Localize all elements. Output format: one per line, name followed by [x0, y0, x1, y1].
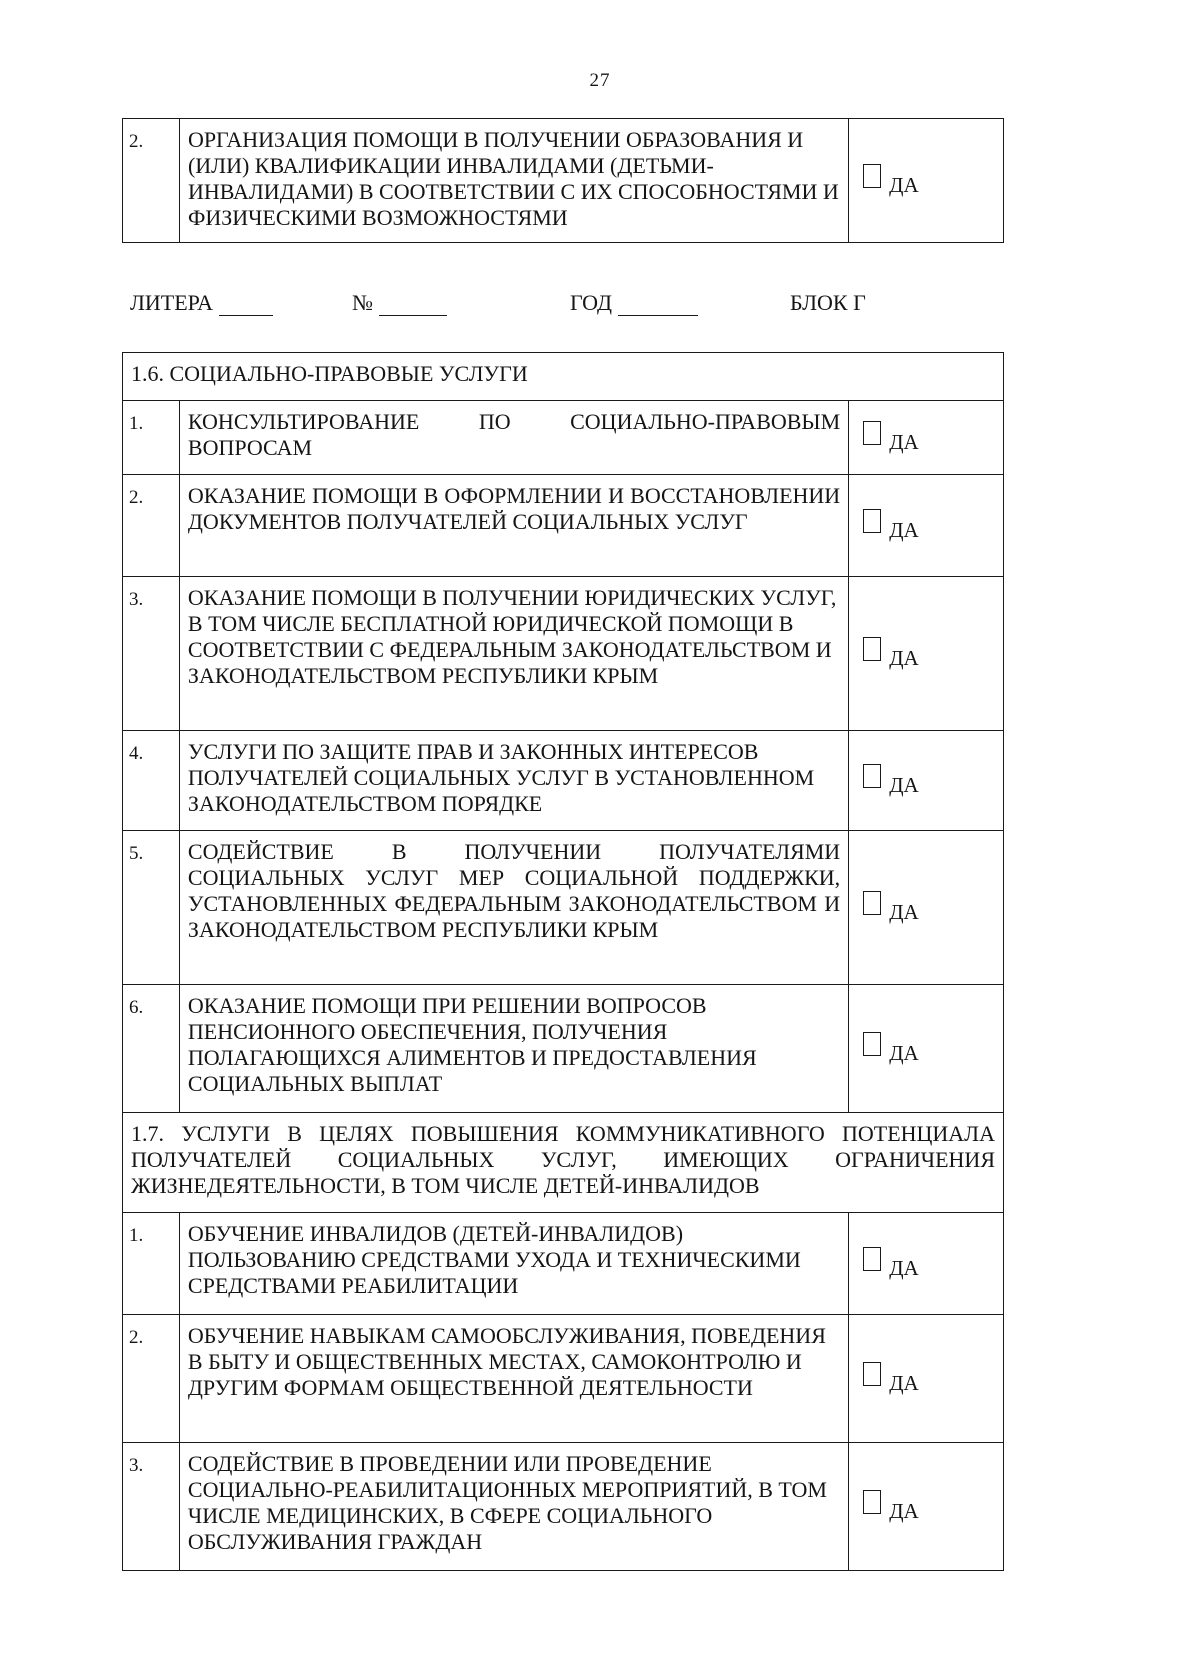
year-label: ГОД [570, 290, 612, 315]
section-header-row [123, 353, 1004, 401]
checkbox[interactable] [863, 164, 881, 188]
checkbox[interactable] [863, 1247, 881, 1271]
row-number: 2. [123, 1315, 180, 1443]
service-text: ОБУЧЕНИЕ НАВЫКАМ САМООБСЛУЖИВАНИЯ, ПОВЕДЕНИЯ В БЫТУ И ОБЩЕСТВЕННЫХ МЕСТАХ, САМОКОНТРОЛЮ И ДРУГИМ ФОРМАМ ОБЩЕСТВЕННОЙ ДЕЯТЕЛЬНОСТИ [179, 1315, 848, 1443]
service-text: СОДЕЙСТВИЕ В ПОЛУЧЕНИИ ПОЛУЧАТЕЛЯМИ СОЦИАЛЬНЫХ УСЛУГ МЕР СОЦИАЛЬНОЙ ПОДДЕРЖКИ, УСТАНОВЛЕННЫХ ФЕДЕРАЛЬНЫМ ЗАКОНОДАТЕЛЬСТВОМ И ЗАКОНОДАТЕЛЬСТВОМ РЕСПУБЛИКИ КРЫМ [179, 831, 848, 985]
checkbox-label: ДА [889, 1498, 919, 1523]
service-text: ОКАЗАНИЕ ПОМОЩИ В ОФОРМЛЕНИИ И ВОССТАНОВЛЕНИИ ДОКУМЕНТОВ ПОЛУЧАТЕЛЕЙ СОЦИАЛЬНЫХ УСЛУГ [179, 475, 848, 577]
page-number: 27 [589, 70, 611, 91]
table-row [123, 119, 1004, 243]
service-text: КОНСУЛЬТИРОВАНИЕ ПО СОЦИАЛЬНО-ПРАВОВЫМ ВОПРОСАМ [179, 401, 848, 475]
checkbox-cell[interactable] [849, 1315, 1004, 1443]
litera-field[interactable] [130, 290, 273, 316]
row-number: 3. [123, 577, 180, 731]
checkbox[interactable] [863, 637, 881, 661]
year-field[interactable] [570, 290, 698, 316]
number-blank[interactable] [379, 293, 447, 316]
table-row [123, 1213, 1004, 1315]
checkbox-label: ДА [889, 899, 919, 924]
row-number: 4. [123, 731, 180, 831]
service-text: ОКАЗАНИЕ ПОМОЩИ В ПОЛУЧЕНИИ ЮРИДИЧЕСКИХ УСЛУГ, В ТОМ ЧИСЛЕ БЕСПЛАТНОЙ ЮРИДИЧЕСКОЙ ПОМОЩИ В СООТВЕТСТВИИ С ФЕДЕРАЛЬНЫМ ЗАКОНОДАТЕЛЬСТВОМ И ЗАКОНОДАТЕЛЬСТВОМ РЕСПУБЛИКИ КРЫМ [179, 577, 848, 731]
checkbox[interactable] [863, 1362, 881, 1386]
table-row [123, 577, 1004, 731]
checkbox[interactable] [863, 509, 881, 533]
checkbox[interactable] [863, 421, 881, 445]
row-number: 2. [123, 119, 180, 243]
checkbox-cell[interactable] [849, 1213, 1004, 1315]
checkbox-label: ДА [889, 772, 919, 797]
table-row [123, 985, 1004, 1113]
checkbox[interactable] [863, 1490, 881, 1514]
section-title: 1.6. СОЦИАЛЬНО-ПРАВОВЫЕ УСЛУГИ [123, 353, 1004, 401]
table-row [123, 475, 1004, 577]
checkbox-cell[interactable] [849, 1443, 1004, 1571]
checkbox-cell[interactable] [849, 731, 1004, 831]
litera-label: ЛИТЕРА [130, 290, 213, 315]
checkbox-label: ДА [889, 172, 919, 197]
row-number: 1. [123, 401, 180, 475]
table-row [123, 1443, 1004, 1571]
form-meta-line [130, 290, 1010, 320]
top-services-table [122, 118, 1004, 243]
service-text: ОРГАНИЗАЦИЯ ПОМОЩИ В ПОЛУЧЕНИИ ОБРАЗОВАНИЯ И (ИЛИ) КВАЛИФИКАЦИИ ИНВАЛИДАМИ (ДЕТЬМИ-ИНВАЛИДАМИ) В СООТВЕТСТВИИ С ИХ СПОСОБНОСТЯМИ И ФИЗИЧЕСКИМИ ВОЗМОЖНОСТЯМИ [179, 119, 848, 243]
checkbox-cell[interactable] [849, 475, 1004, 577]
table-row [123, 401, 1004, 475]
checkbox-cell[interactable] [849, 577, 1004, 731]
checkbox-label: ДА [889, 1370, 919, 1395]
litera-blank[interactable] [219, 293, 273, 316]
section-title: 1.7. УСЛУГИ В ЦЕЛЯХ ПОВЫШЕНИЯ КОММУНИКАТИВНОГО ПОТЕНЦИАЛА ПОЛУЧАТЕЛЕЙ СОЦИАЛЬНЫХ УСЛУГ, ИМЕЮЩИХ ОГРАНИЧЕНИЯ ЖИЗНЕДЕЯТЕЛЬНОСТИ, В ТОМ ЧИСЛЕ ДЕТЕЙ-ИНВАЛИДОВ [123, 1113, 1004, 1213]
row-number: 5. [123, 831, 180, 985]
table-row [123, 731, 1004, 831]
service-text: УСЛУГИ ПО ЗАЩИТЕ ПРАВ И ЗАКОННЫХ ИНТЕРЕСОВ ПОЛУЧАТЕЛЕЙ СОЦИАЛЬНЫХ УСЛУГ В УСТАНОВЛЕННОМ ЗАКОНОДАТЕЛЬСТВОМ ПОРЯДКЕ [179, 731, 848, 831]
checkbox-cell[interactable] [849, 119, 1004, 243]
checkbox-cell[interactable] [849, 831, 1004, 985]
checkbox-label: ДА [889, 1040, 919, 1065]
row-number: 3. [123, 1443, 180, 1571]
checkbox[interactable] [863, 764, 881, 788]
checkbox[interactable] [863, 1032, 881, 1056]
block-label: БЛОК Г [790, 290, 866, 315]
checkbox-label: ДА [889, 645, 919, 670]
services-table [122, 352, 1004, 1571]
number-label: № [352, 290, 373, 315]
checkbox-cell[interactable] [849, 401, 1004, 475]
service-text: ОБУЧЕНИЕ ИНВАЛИДОВ (ДЕТЕЙ-ИНВАЛИДОВ) ПОЛЬЗОВАНИЮ СРЕДСТВАМИ УХОДА И ТЕХНИЧЕСКИМИ СРЕДСТВАМИ РЕАБИЛИТАЦИИ [179, 1213, 848, 1315]
checkbox-label: ДА [889, 1255, 919, 1280]
service-text: СОДЕЙСТВИЕ В ПРОВЕДЕНИИ ИЛИ ПРОВЕДЕНИЕ СОЦИАЛЬНО-РЕАБИЛИТАЦИОННЫХ МЕРОПРИЯТИЙ, В ТОМ ЧИСЛЕ МЕДИЦИНСКИХ, В СФЕРЕ СОЦИАЛЬНОГО ОБСЛУЖИВАНИЯ ГРАЖДАН [179, 1443, 848, 1571]
checkbox-label: ДА [889, 429, 919, 454]
section-header-row [123, 1113, 1004, 1213]
table-row [123, 831, 1004, 985]
service-text: ОКАЗАНИЕ ПОМОЩИ ПРИ РЕШЕНИИ ВОПРОСОВ ПЕНСИОННОГО ОБЕСПЕЧЕНИЯ, ПОЛУЧЕНИЯ ПОЛАГАЮЩИХСЯ АЛИМЕНТОВ И ПРЕДОСТАВЛЕНИЯ СОЦИАЛЬНЫХ ВЫПЛАТ [179, 985, 848, 1113]
checkbox-cell[interactable] [849, 985, 1004, 1113]
row-number: 2. [123, 475, 180, 577]
checkbox-label: ДА [889, 517, 919, 542]
year-blank[interactable] [618, 293, 698, 316]
row-number: 6. [123, 985, 180, 1113]
table-row [123, 1315, 1004, 1443]
number-field[interactable] [352, 290, 447, 316]
row-number: 1. [123, 1213, 180, 1315]
checkbox[interactable] [863, 891, 881, 915]
